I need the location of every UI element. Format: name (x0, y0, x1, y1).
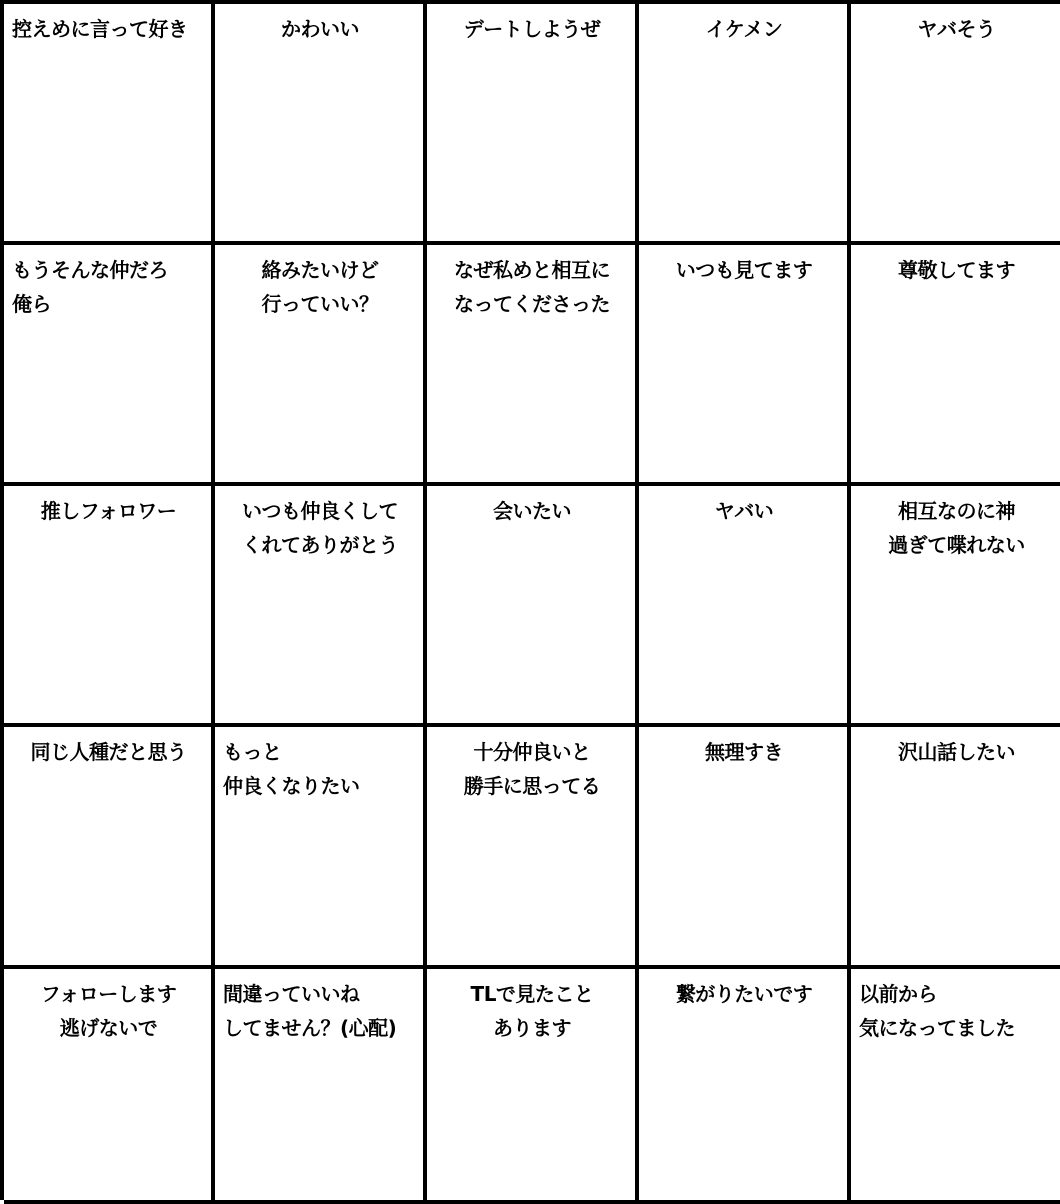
cell-label: 沢山話したい (898, 740, 1015, 764)
cell-label: デートしようぜ (463, 17, 601, 41)
cell-label: TLで見たこと あります (470, 982, 594, 1040)
grid-cell-r3-c4[interactable] (639, 486, 851, 727)
cell-label: 以前から 気になってました (859, 982, 1015, 1040)
cell-label: 絡みたいけど 行っていい？ (261, 258, 379, 316)
cell-label: ヤバい (714, 499, 774, 523)
grid-cell-r1-c3[interactable] (427, 4, 639, 245)
cell-label: 無理すき (705, 740, 783, 764)
grid-cell-r4-c1[interactable] (4, 727, 215, 969)
cell-label: いつも仲良くして くれてありがとう (242, 499, 398, 557)
cell-label: かわいい (281, 17, 359, 41)
grid-cell-r5-c2[interactable] (215, 969, 427, 1204)
cell-label: 会いたい (493, 499, 571, 523)
grid-cell-r5-c3[interactable] (427, 969, 639, 1204)
cell-label: もうそんな仲だろ 俺ら (12, 258, 168, 316)
cell-label: 十分仲良いと 勝手に思ってる (463, 740, 601, 798)
cell-label: もっと 仲良くなりたい (223, 740, 360, 798)
grid-cell-r3-c5[interactable] (851, 486, 1060, 727)
cell-label: いつも見てます (675, 258, 813, 282)
cell-label: フォローします 逃げないで (40, 982, 177, 1040)
cell-label: 繋がりたいです (675, 982, 813, 1006)
grid-cell-r1-c4[interactable] (639, 4, 851, 245)
cell-label: 推しフォロワー (40, 499, 177, 523)
grid-cell-r3-c1[interactable] (4, 486, 215, 727)
grid-cell-r3-c3[interactable] (427, 486, 639, 727)
grid-cell-r2-c3[interactable] (427, 245, 639, 486)
grid-cell-r2-c5[interactable] (851, 245, 1060, 486)
cell-label: 間違っていいね してません？(心配) (223, 982, 397, 1040)
grid-cell-r2-c4[interactable] (639, 245, 851, 486)
cell-label: ヤバそう (917, 17, 996, 41)
grid-cell-r4-c2[interactable] (215, 727, 427, 969)
cell-label: 同じ人種だと思う (30, 740, 187, 764)
grid-cell-r5-c4[interactable] (639, 969, 851, 1204)
grid-cell-r1-c5[interactable] (851, 4, 1060, 245)
grid-cell-r1-c2[interactable] (215, 4, 427, 245)
grid-cell-r4-c3[interactable] (427, 727, 639, 969)
grid-cell-r2-c1[interactable] (4, 245, 215, 486)
grid-cell-r5-c5[interactable] (851, 969, 1060, 1204)
cell-label: 尊敬してます (898, 258, 1015, 282)
grid-cell-r3-c2[interactable] (215, 486, 427, 727)
cell-label: なぜ私めと相互に なってくださった (454, 258, 610, 316)
cell-label: 相互なのに神 過ぎて喋れない (888, 499, 1025, 557)
grid-cell-r4-c5[interactable] (851, 727, 1060, 969)
grid-cell-r2-c2[interactable] (215, 245, 427, 486)
cell-label: 控えめに言って好き (12, 17, 188, 41)
cell-label: イケメン (705, 17, 783, 41)
grid-cell-r4-c4[interactable] (639, 727, 851, 969)
grid-cell-r1-c1[interactable] (4, 4, 215, 245)
grid-cell-r5-c1[interactable] (4, 969, 215, 1204)
